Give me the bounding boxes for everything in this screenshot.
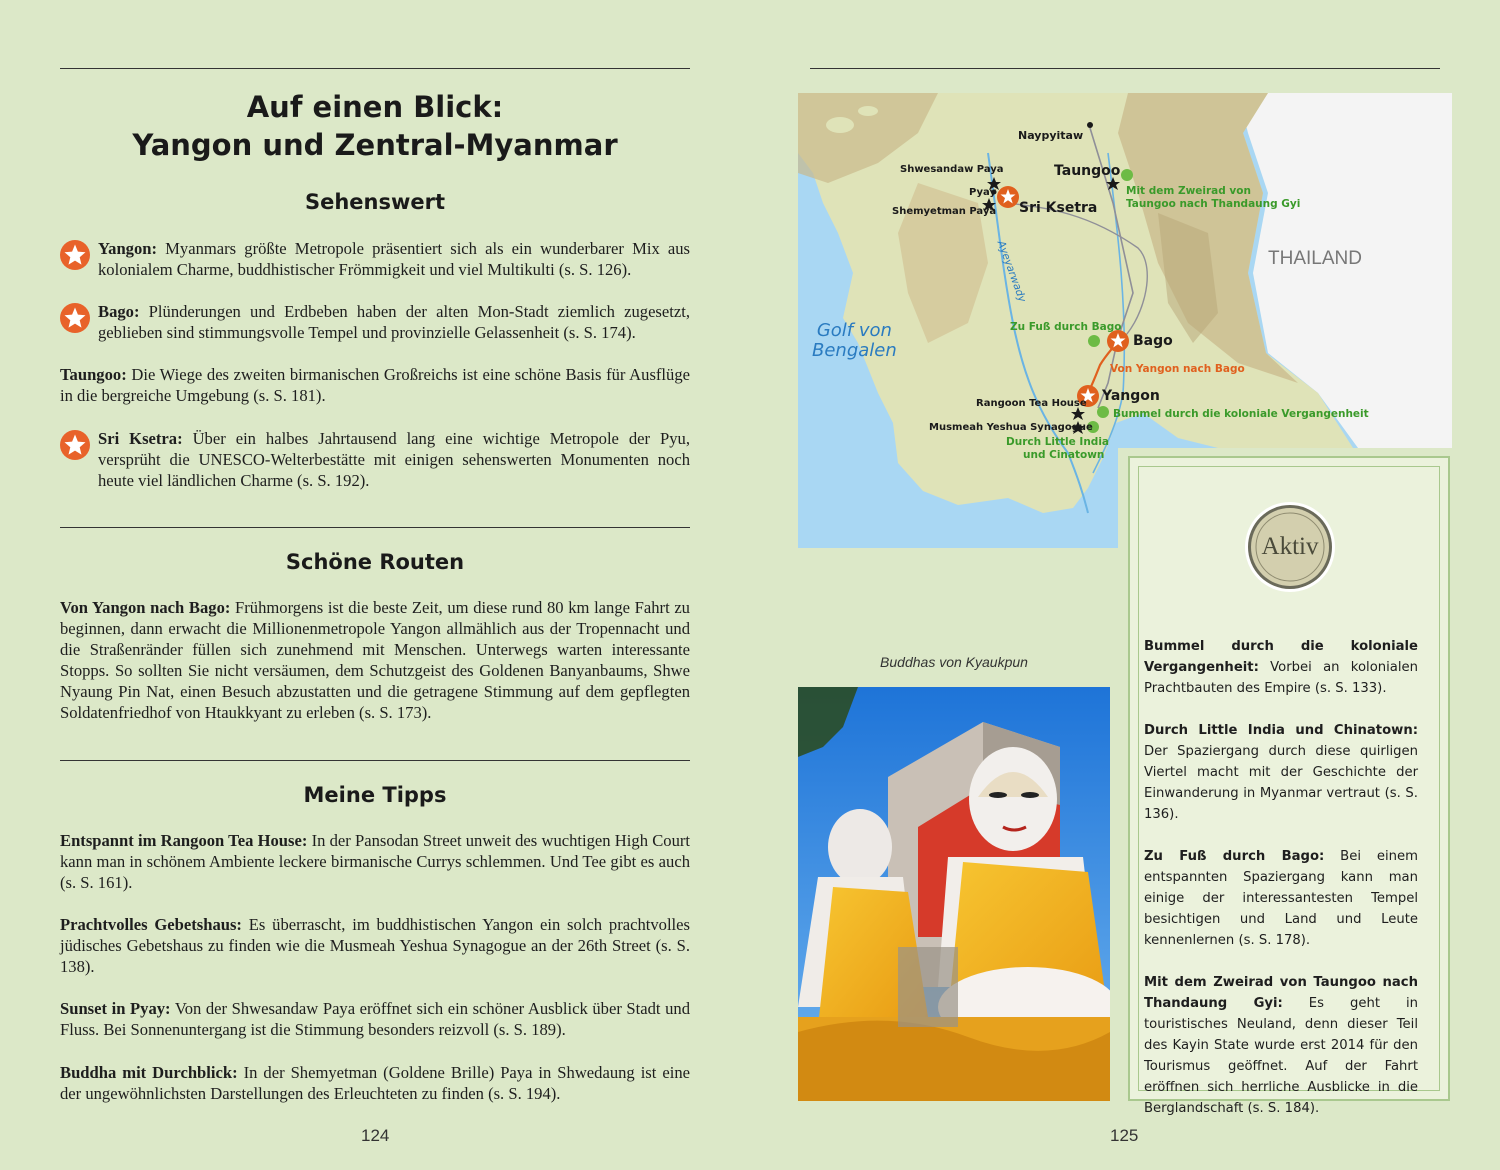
tip-entry: [60, 998, 690, 1040]
top-rule-left: [60, 68, 690, 69]
aktiv-entry: [1144, 972, 1418, 1119]
map-label-von-yangon: Von Yangon nach Bago: [1110, 363, 1245, 375]
aktiv-entry: [1144, 846, 1418, 951]
aktiv-entry-text: Der Spaziergang durch diese quirligen Viertel macht mit der Geschichte der Einwanderung in Myanmar vertraut (s. S. 136).: [1144, 744, 1418, 822]
sight-name: Sri Ksetra:: [98, 429, 183, 448]
sight-text: Myanmars größte Metropole präsentiert sich als ein wunderbarer Mix aus kolonialem Charme, buddhistischer Frömmigkeit und viel Multikulti (s. S. 126).: [98, 239, 690, 279]
sight-text: Die Wiege des zweiten birmanischen Großreichs ist eine schöne Basis für Ausflüge in die bergreiche Umgebung (s. S. 181).: [60, 365, 690, 405]
tip-text: In der Shemyetman (Goldene Brille) Paya in Shwedaung ist eine der ungewöhnlichsten Darstellungen des Erleuchteten zu finden (s. S. 194).: [60, 1063, 690, 1103]
gulf-line-2: Bengalen: [812, 340, 897, 361]
map-sri-ksetra-marker: [997, 186, 1019, 208]
map-label-zweirad-2: Taungoo nach Thandaung Gyi: [1126, 198, 1301, 210]
sight-sri-ksetra: [60, 428, 690, 491]
title-line-1: Auf einen Blick:: [246, 90, 504, 124]
map-label-bago: Bago: [1133, 333, 1173, 349]
sight-taungoo: [60, 364, 690, 406]
tipps-heading: Meine Tipps: [303, 783, 447, 807]
aktiv-entry-text: Bei einem entspannten Spaziergang kann man einige der interessantesten Tempel besichtigen und Land und Leute kennenlernen (s. S. 178).: [1144, 849, 1418, 948]
aktiv-entry: [1144, 720, 1418, 825]
tip-name: Entspannt im Rangoon Tea House:: [60, 831, 308, 850]
tip-name: Buddha mit Durchblick:: [60, 1063, 238, 1082]
tip-text: In der Pansodan Street unweit des wuchtigen High Court kann man in schönem Ambiente leckere birmanische Currys schlemmen. Und Tee gibt es auch (s. S. 161).: [60, 831, 690, 892]
map-label-naypyitaw: Naypyitaw: [1018, 129, 1084, 142]
aktiv-entry-name: Bummel durch die koloniale Vergangenheit:: [1144, 639, 1418, 675]
sight-text: Plünderungen und Erdbeben haben der alten Mon-Stadt ziemlich zugesetzt, geblieben sind stimmungsvolle Tempel und provinzielle Gelassenheit (s. S. 174).: [98, 302, 690, 342]
tip-name: Prachtvolles Gebetshaus:: [60, 915, 242, 934]
map-label-rangoon-tea: Rangoon Tea House: [976, 398, 1087, 409]
aktiv-list: [1144, 636, 1418, 1140]
aktiv-badge-label: Aktiv: [1261, 533, 1319, 560]
map-label-musmeah: Musmeah Yeshua Synagogue: [929, 422, 1093, 433]
map-label-bummel: Bummel durch die koloniale Vergangenheit: [1113, 408, 1369, 420]
tip-entry: [60, 1062, 690, 1104]
map-label-shwesandaw: Shwesandaw Paya: [900, 164, 1004, 175]
tip-entry: [60, 830, 690, 893]
buddha-photo: [798, 687, 1110, 1101]
map-label-pyay: Pyay: [969, 187, 996, 198]
map-label-river: Ayeyarwady: [994, 239, 1029, 304]
gulf-line-1: Golf von: [816, 320, 892, 341]
tip-text: Es überrascht, im buddhistischen Yangon ein solch prachtvolles jüdisches Gebetshaus zu finden wie die Musmeah Yeshua Synagogue an der 26th Street (s. S. 138).: [60, 915, 690, 976]
photo-caption: Buddhas von Kyaukpun: [880, 654, 1028, 670]
map-label-zu-fuss: Zu Fuß durch Bago: [1010, 321, 1122, 333]
top-sight-star-icon: [60, 240, 90, 270]
page-title: [60, 88, 690, 164]
map-bago-marker: [1107, 330, 1129, 352]
tip-entry: [60, 914, 690, 977]
top-rule-right: [810, 68, 1440, 69]
page-number-right: 125: [1110, 1126, 1139, 1145]
divider: [60, 760, 690, 761]
title-line-2: Yangon und Zentral-Myanmar: [132, 128, 618, 162]
sight-yangon: [60, 238, 690, 280]
buddha-photo-graphic: [798, 687, 1110, 1101]
top-sight-star-icon: [60, 303, 90, 333]
aktiv-entry-text: Es geht in touristisches Neuland, denn dieser Teil des Kayin State wurde erst 2014 für den Tourismus geöffnet. Auf der Fahrt eröffnen sich herrliche Ausblicke in die Berglandschaft (s. S. 184).: [1144, 996, 1418, 1116]
sight-text: Über ein halbes Jahrtausend lang eine wichtige Metropole der Pyu, versprüht die UNESCO-Welterbestätte mit einigen sehenswerten Monumenten noch heute viel ländlichen Charme (s. S. 192).: [98, 429, 690, 490]
route-entry: [60, 597, 690, 723]
map-label-taungoo: Taungoo: [1054, 163, 1121, 179]
top-sight-star-icon: [60, 430, 90, 460]
tip-text: Von der Shwesandaw Paya eröffnet sich ein schöner Ausblick über Stadt und Fluss. Bei Sonnenuntergang ist die Stimmung besonders reizvoll (s. S. 189).: [60, 999, 690, 1039]
page-number-left: 124: [361, 1126, 390, 1145]
sight-bago: [60, 301, 690, 343]
aktiv-box: [1128, 456, 1450, 1116]
sight-name: Bago:: [98, 302, 140, 321]
route-name: Von Yangon nach Bago:: [60, 598, 231, 617]
map-label-gulf: [812, 321, 897, 361]
routen-heading: Schöne Routen: [285, 550, 465, 574]
aktiv-entry: [1144, 636, 1418, 699]
map-label-thailand: THAILAND: [1268, 248, 1362, 269]
map-label-sri-ksetra: Sri Ksetra: [1019, 200, 1098, 216]
aktiv-entry-name: Zu Fuß durch Bago:: [1144, 849, 1325, 864]
aktiv-entry-name: Mit dem Zweirad von Taungoo nach Thandaung Gyi:: [1144, 975, 1418, 1011]
map-label-yangon: Yangon: [1102, 388, 1160, 404]
sight-name: Taungoo:: [60, 365, 127, 384]
aktiv-badge: [1244, 501, 1336, 593]
tip-name: Sunset in Pyay:: [60, 999, 171, 1018]
map-label-little-india-2: und Cinatown: [1023, 449, 1105, 461]
route-text: Frühmorgens ist die beste Zeit, um diese rund 80 km lange Fahrt zu beginnen, dann erwacht die Millionenmetropole Yangon allmählich aus der Tropennacht und die Straßenränder füllen sich zunehmend mit Menschen. Unterwegs warten interessante Stopps. So sollten Sie nicht versäumen, dem Schutzgeist des Goldenen Banyanbaums, Shwe Nyaung Pin Nat, einen Besuch abzustatten und die getragene Stimmung auf dem gepflegten Soldatenfriedhof von Htaukkyant zu erleben (s. S. 173).: [60, 598, 690, 722]
map-label-little-india-1: Durch Little India: [1006, 436, 1110, 448]
map-label-shemyetman: Shemyetman Paya: [892, 206, 997, 217]
sehenswert-heading: Sehenswert: [304, 190, 446, 214]
aktiv-entry-name: Durch Little India und Chinatown:: [1144, 723, 1418, 738]
sight-name: Yangon:: [98, 239, 158, 258]
map-label-zweirad-1: Mit dem Zweirad von: [1126, 185, 1251, 197]
aktiv-entry-text: Vorbei an kolonialen Prachtbauten des Empire (s. S. 133).: [1144, 660, 1418, 696]
divider: [60, 527, 690, 528]
